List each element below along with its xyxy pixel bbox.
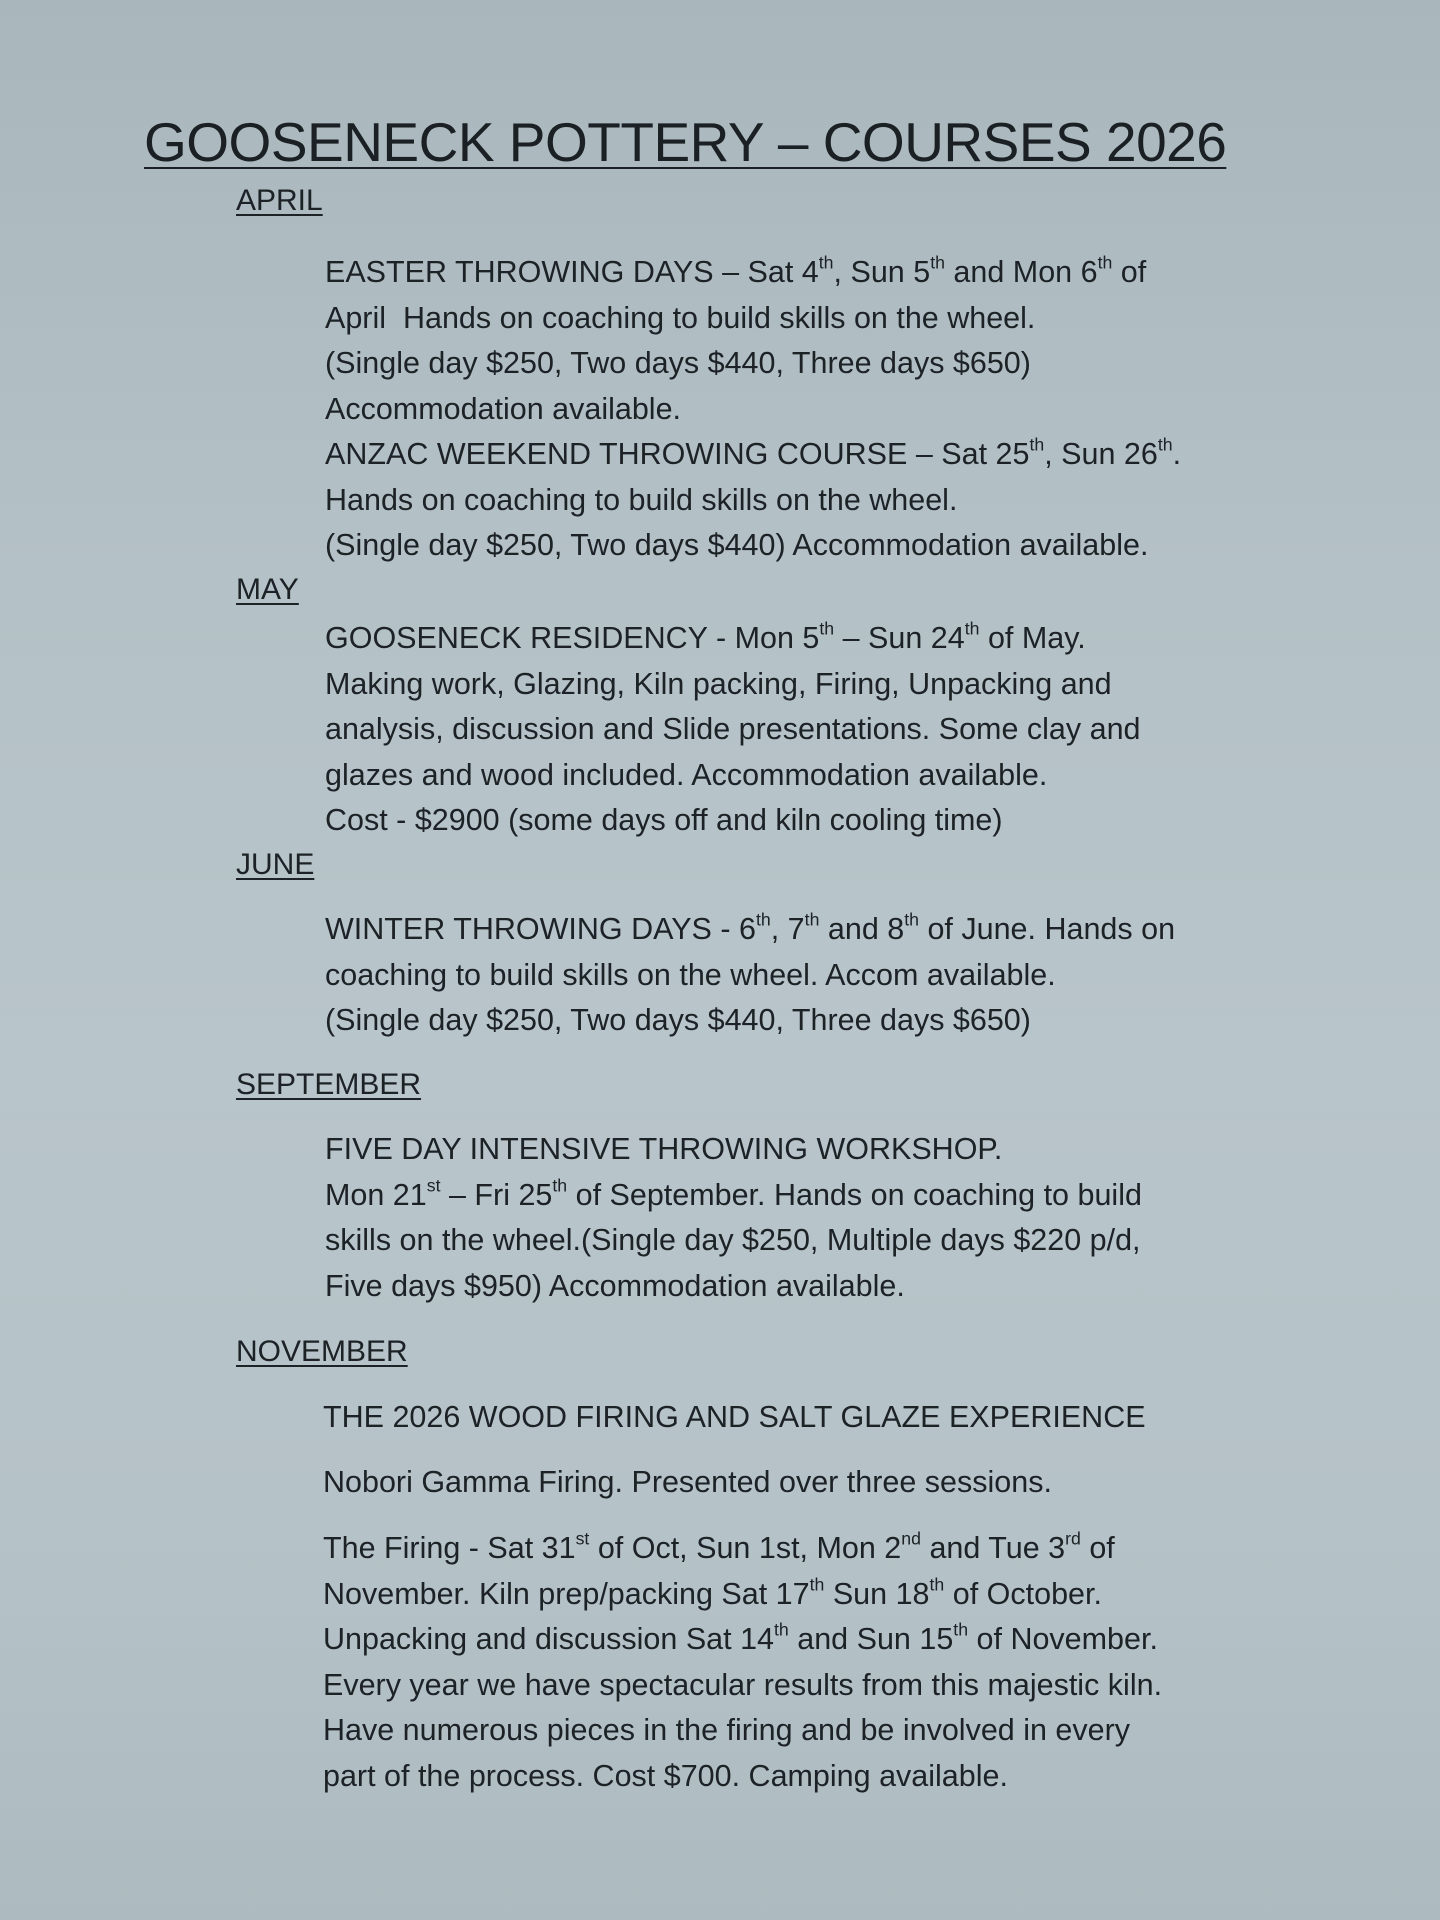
june-course-text: [325, 907, 1175, 1044]
month-heading-september: SEPTEMBER: [236, 1068, 422, 1101]
month-heading-april: APRIL: [236, 184, 323, 217]
text-line: GOOSENECK RESIDENCY - Mon 5th – Sun 24th of May.: [325, 618, 1086, 655]
text-line: Accommodation available.: [325, 391, 682, 426]
text-line: Unpacking and discussion Sat 14th and Sun 15th of November.: [323, 1619, 1158, 1656]
may-course-text: [325, 616, 1141, 844]
text-line: FIVE DAY INTENSIVE THROWING WORKSHOP.: [325, 1132, 1003, 1166]
month-heading-november: NOVEMBER: [236, 1335, 408, 1368]
text-line: (Single day $250, Two days $440, Three days $650): [325, 1003, 1031, 1037]
november-course-heading: THE 2026 WOOD FIRING AND SALT GLAZE EXPERIENCE: [323, 1400, 1146, 1434]
text-line: part of the process. Cost $700. Camping available.: [323, 1758, 1008, 1793]
text-line: November. Kiln prep/packing Sat 17th Sun 18th of October.: [323, 1574, 1102, 1611]
text-line: Every year we have spectacular results from this majestic kiln.: [323, 1667, 1163, 1702]
text-line: ANZAC WEEKEND THROWING COURSE – Sat 25th, Sun 26th.: [325, 434, 1182, 471]
text-line: The Firing - Sat 31st of Oct, Sun 1st, Mon 2nd and Tue 3rd of: [323, 1528, 1115, 1565]
text-line: Five days $950) Accommodation available.: [325, 1268, 905, 1303]
november-course-subheading: Nobori Gamma Firing. Presented over three sessions.: [323, 1465, 1052, 1499]
text-line: April Hands on coaching to build skills on the wheel.: [325, 300, 1036, 335]
page-title: GOOSENECK POTTERY – COURSES 2026: [144, 111, 1227, 173]
text-line: WINTER THROWING DAYS - 6th, 7th and 8th of June. Hands on: [325, 909, 1176, 946]
text-line: Cost - $2900 (some days off and kiln cooling time): [325, 803, 1003, 837]
text-line: analysis, discussion and Slide presentations. Some clay and: [325, 712, 1141, 746]
text-line: skills on the wheel.(Single day $250, Multiple days $220 p/d,: [325, 1223, 1141, 1257]
november-course-text: [323, 1526, 1162, 1799]
month-heading-june: JUNE: [236, 848, 315, 881]
text-line: Have numerous pieces in the firing and be involved in every: [323, 1713, 1131, 1747]
text-line: (Single day $250, Two days $440) Accommodation available.: [325, 528, 1149, 562]
month-heading-may: MAY: [236, 573, 299, 606]
text-line: Hands on coaching to build skills on the wheel.: [325, 482, 958, 517]
text-line: Mon 21st – Fri 25th of September. Hands on coaching to build: [325, 1175, 1142, 1212]
april-course-text: [325, 250, 1181, 569]
september-course-text: [325, 1127, 1142, 1309]
text-line: EASTER THROWING DAYS – Sat 4th, Sun 5th and Mon 6th of: [325, 252, 1147, 289]
text-line: Making work, Glazing, Kiln packing, Firing, Unpacking and: [325, 666, 1112, 701]
text-line: glazes and wood included. Accommodation available.: [325, 757, 1048, 792]
text-line: (Single day $250, Two days $440, Three days $650): [325, 346, 1031, 380]
text-line: coaching to build skills on the wheel. Accom available.: [325, 957, 1056, 992]
